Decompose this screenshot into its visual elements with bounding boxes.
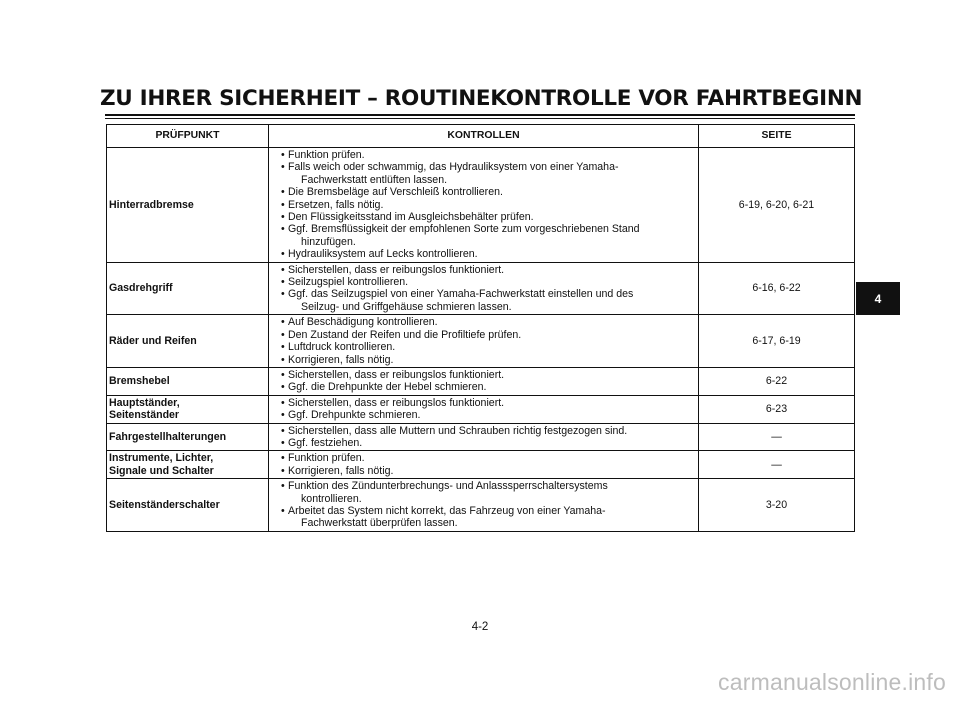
column-header-point: PRÜFPUNKT xyxy=(107,125,269,148)
check-list xyxy=(281,149,694,261)
check-item-text: Den Flüssigkeitsstand im Ausgleichsbehälter prüfen. xyxy=(288,211,534,224)
watermark: carmanualsonline.info xyxy=(718,669,946,695)
check-item xyxy=(281,465,694,477)
check-point: Räder und Reifen xyxy=(107,315,269,368)
table-body xyxy=(107,148,855,532)
table-row xyxy=(107,315,855,368)
check-item-text: Luftdruck kontrollieren. xyxy=(288,341,396,354)
check-item-text: Sicherstellen, dass er reibungslos funktioniert. xyxy=(288,263,505,276)
page-reference: — xyxy=(699,451,855,479)
column-header-checks: KONTROLLEN xyxy=(269,125,699,148)
check-item xyxy=(281,480,694,505)
check-list-cell xyxy=(269,148,699,263)
check-item-text: Funktion des Zündunterbrechungs- und Anlasssperrschaltersystems xyxy=(288,480,608,493)
table-row xyxy=(107,367,855,395)
table-row xyxy=(107,262,855,315)
check-item-continuation: kontrollieren. xyxy=(301,492,362,505)
check-item xyxy=(281,161,694,186)
routine-check-table xyxy=(106,124,855,532)
check-item xyxy=(281,264,694,276)
check-item xyxy=(281,505,694,530)
check-item-text: Korrigieren, falls nötig. xyxy=(288,353,394,366)
check-item xyxy=(281,452,694,464)
page-title: ZU IHRER SICHERHEIT – ROUTINEKONTROLLE VOR FAHRTBEGINN xyxy=(100,86,863,111)
table-row xyxy=(107,423,855,451)
check-item-text: Auf Beschädigung kontrollieren. xyxy=(288,316,438,329)
check-point: Gasdrehgriff xyxy=(107,262,269,315)
check-item-text: Ggf. Drehpunkte schmieren. xyxy=(288,409,421,422)
check-list-cell xyxy=(269,315,699,368)
column-header-page: SEITE xyxy=(699,125,855,148)
check-item xyxy=(281,149,694,161)
page-reference: 6-16, 6-22 xyxy=(699,262,855,315)
check-item-continuation: Fachwerkstatt entlüften lassen. xyxy=(301,173,448,186)
check-list xyxy=(281,452,694,477)
page-reference: 3-20 xyxy=(699,479,855,532)
check-item xyxy=(281,186,694,198)
check-item xyxy=(281,381,694,393)
check-list xyxy=(281,264,694,314)
check-item-text: Sicherstellen, dass er reibungslos funktioniert. xyxy=(288,368,505,381)
table-row xyxy=(107,479,855,532)
check-item-text: Den Zustand der Reifen und die Profiltiefe prüfen. xyxy=(288,328,522,341)
table-row xyxy=(107,148,855,263)
chapter-tab: 4 xyxy=(856,282,900,315)
check-item xyxy=(281,329,694,341)
check-item-text: Sicherstellen, dass er reibungslos funktioniert. xyxy=(288,396,505,409)
check-item xyxy=(281,341,694,353)
check-item xyxy=(281,223,694,248)
table-row xyxy=(107,395,855,423)
check-item-text: Funktion prüfen. xyxy=(288,452,365,465)
page-reference: — xyxy=(699,423,855,451)
check-item-text: Ggf. die Drehpunkte der Hebel schmieren. xyxy=(288,381,487,394)
check-item-text: Sicherstellen, dass alle Muttern und Schrauben richtig festgezogen sind. xyxy=(288,424,628,437)
check-item-text: Seilzugspiel kontrollieren. xyxy=(288,276,409,289)
check-item-text: Ggf. Bremsflüssigkeit der empfohlenen Sorte zum vorgeschriebenen Stand xyxy=(288,223,640,236)
check-list xyxy=(281,369,694,394)
check-item xyxy=(281,316,694,328)
check-item xyxy=(281,369,694,381)
table-header-row xyxy=(107,125,855,148)
check-item-text: Ggf. das Seilzugspiel von einer Yamaha-Fachwerkstatt einstellen und des xyxy=(288,288,634,301)
page-reference: 6-22 xyxy=(699,367,855,395)
check-item-continuation: Seilzug- und Griffgehäuse schmieren lassen. xyxy=(301,300,512,313)
check-list-cell xyxy=(269,479,699,532)
check-point: Hinterradbremse xyxy=(107,148,269,263)
check-item xyxy=(281,248,694,260)
page-reference: 6-17, 6-19 xyxy=(699,315,855,368)
check-item-text: Die Bremsbeläge auf Verschleiß kontrollieren. xyxy=(288,186,503,199)
check-point: Seitenständerschalter xyxy=(107,479,269,532)
check-list-cell xyxy=(269,395,699,423)
check-list xyxy=(281,425,694,450)
check-item xyxy=(281,409,694,421)
page-reference: 6-23 xyxy=(699,395,855,423)
check-item-text: Hydrauliksystem auf Lecks kontrollieren. xyxy=(288,248,478,261)
check-item xyxy=(281,276,694,288)
check-list xyxy=(281,397,694,422)
check-item-text: Funktion prüfen. xyxy=(288,149,365,161)
check-item-continuation: hinzufügen. xyxy=(301,235,356,248)
page-number: 4-2 xyxy=(471,621,489,633)
check-item xyxy=(281,425,694,437)
check-list-cell xyxy=(269,262,699,315)
check-point: Hauptständer, Seitenständer xyxy=(107,395,269,423)
table-row xyxy=(107,451,855,479)
page-reference: 6-19, 6-20, 6-21 xyxy=(699,148,855,263)
check-item xyxy=(281,288,694,313)
check-item-text: Ggf. festziehen. xyxy=(288,436,363,449)
check-point: Bremshebel xyxy=(107,367,269,395)
check-list xyxy=(281,316,694,366)
check-item xyxy=(281,199,694,211)
check-item xyxy=(281,211,694,223)
title-rule-thick xyxy=(105,114,855,116)
check-item-text: Korrigieren, falls nötig. xyxy=(288,464,394,477)
check-item xyxy=(281,437,694,449)
check-point: Instrumente, Lichter, Signale und Schalter xyxy=(107,451,269,479)
check-item-continuation: Fachwerkstatt überprüfen lassen. xyxy=(301,517,458,530)
check-list xyxy=(281,480,694,530)
title-rule-thin xyxy=(105,118,855,119)
check-item-text: Arbeitet das System nicht korrekt, das Fahrzeug von einer Yamaha- xyxy=(288,504,606,517)
check-list-cell xyxy=(269,423,699,451)
check-list-cell xyxy=(269,451,699,479)
check-list-cell xyxy=(269,367,699,395)
check-point: Fahrgestellhalterungen xyxy=(107,423,269,451)
check-item-text: Falls weich oder schwammig, das Hydrauliksystem von einer Yamaha- xyxy=(288,161,619,174)
check-item xyxy=(281,397,694,409)
check-item xyxy=(281,354,694,366)
check-item-text: Ersetzen, falls nötig. xyxy=(288,198,384,211)
